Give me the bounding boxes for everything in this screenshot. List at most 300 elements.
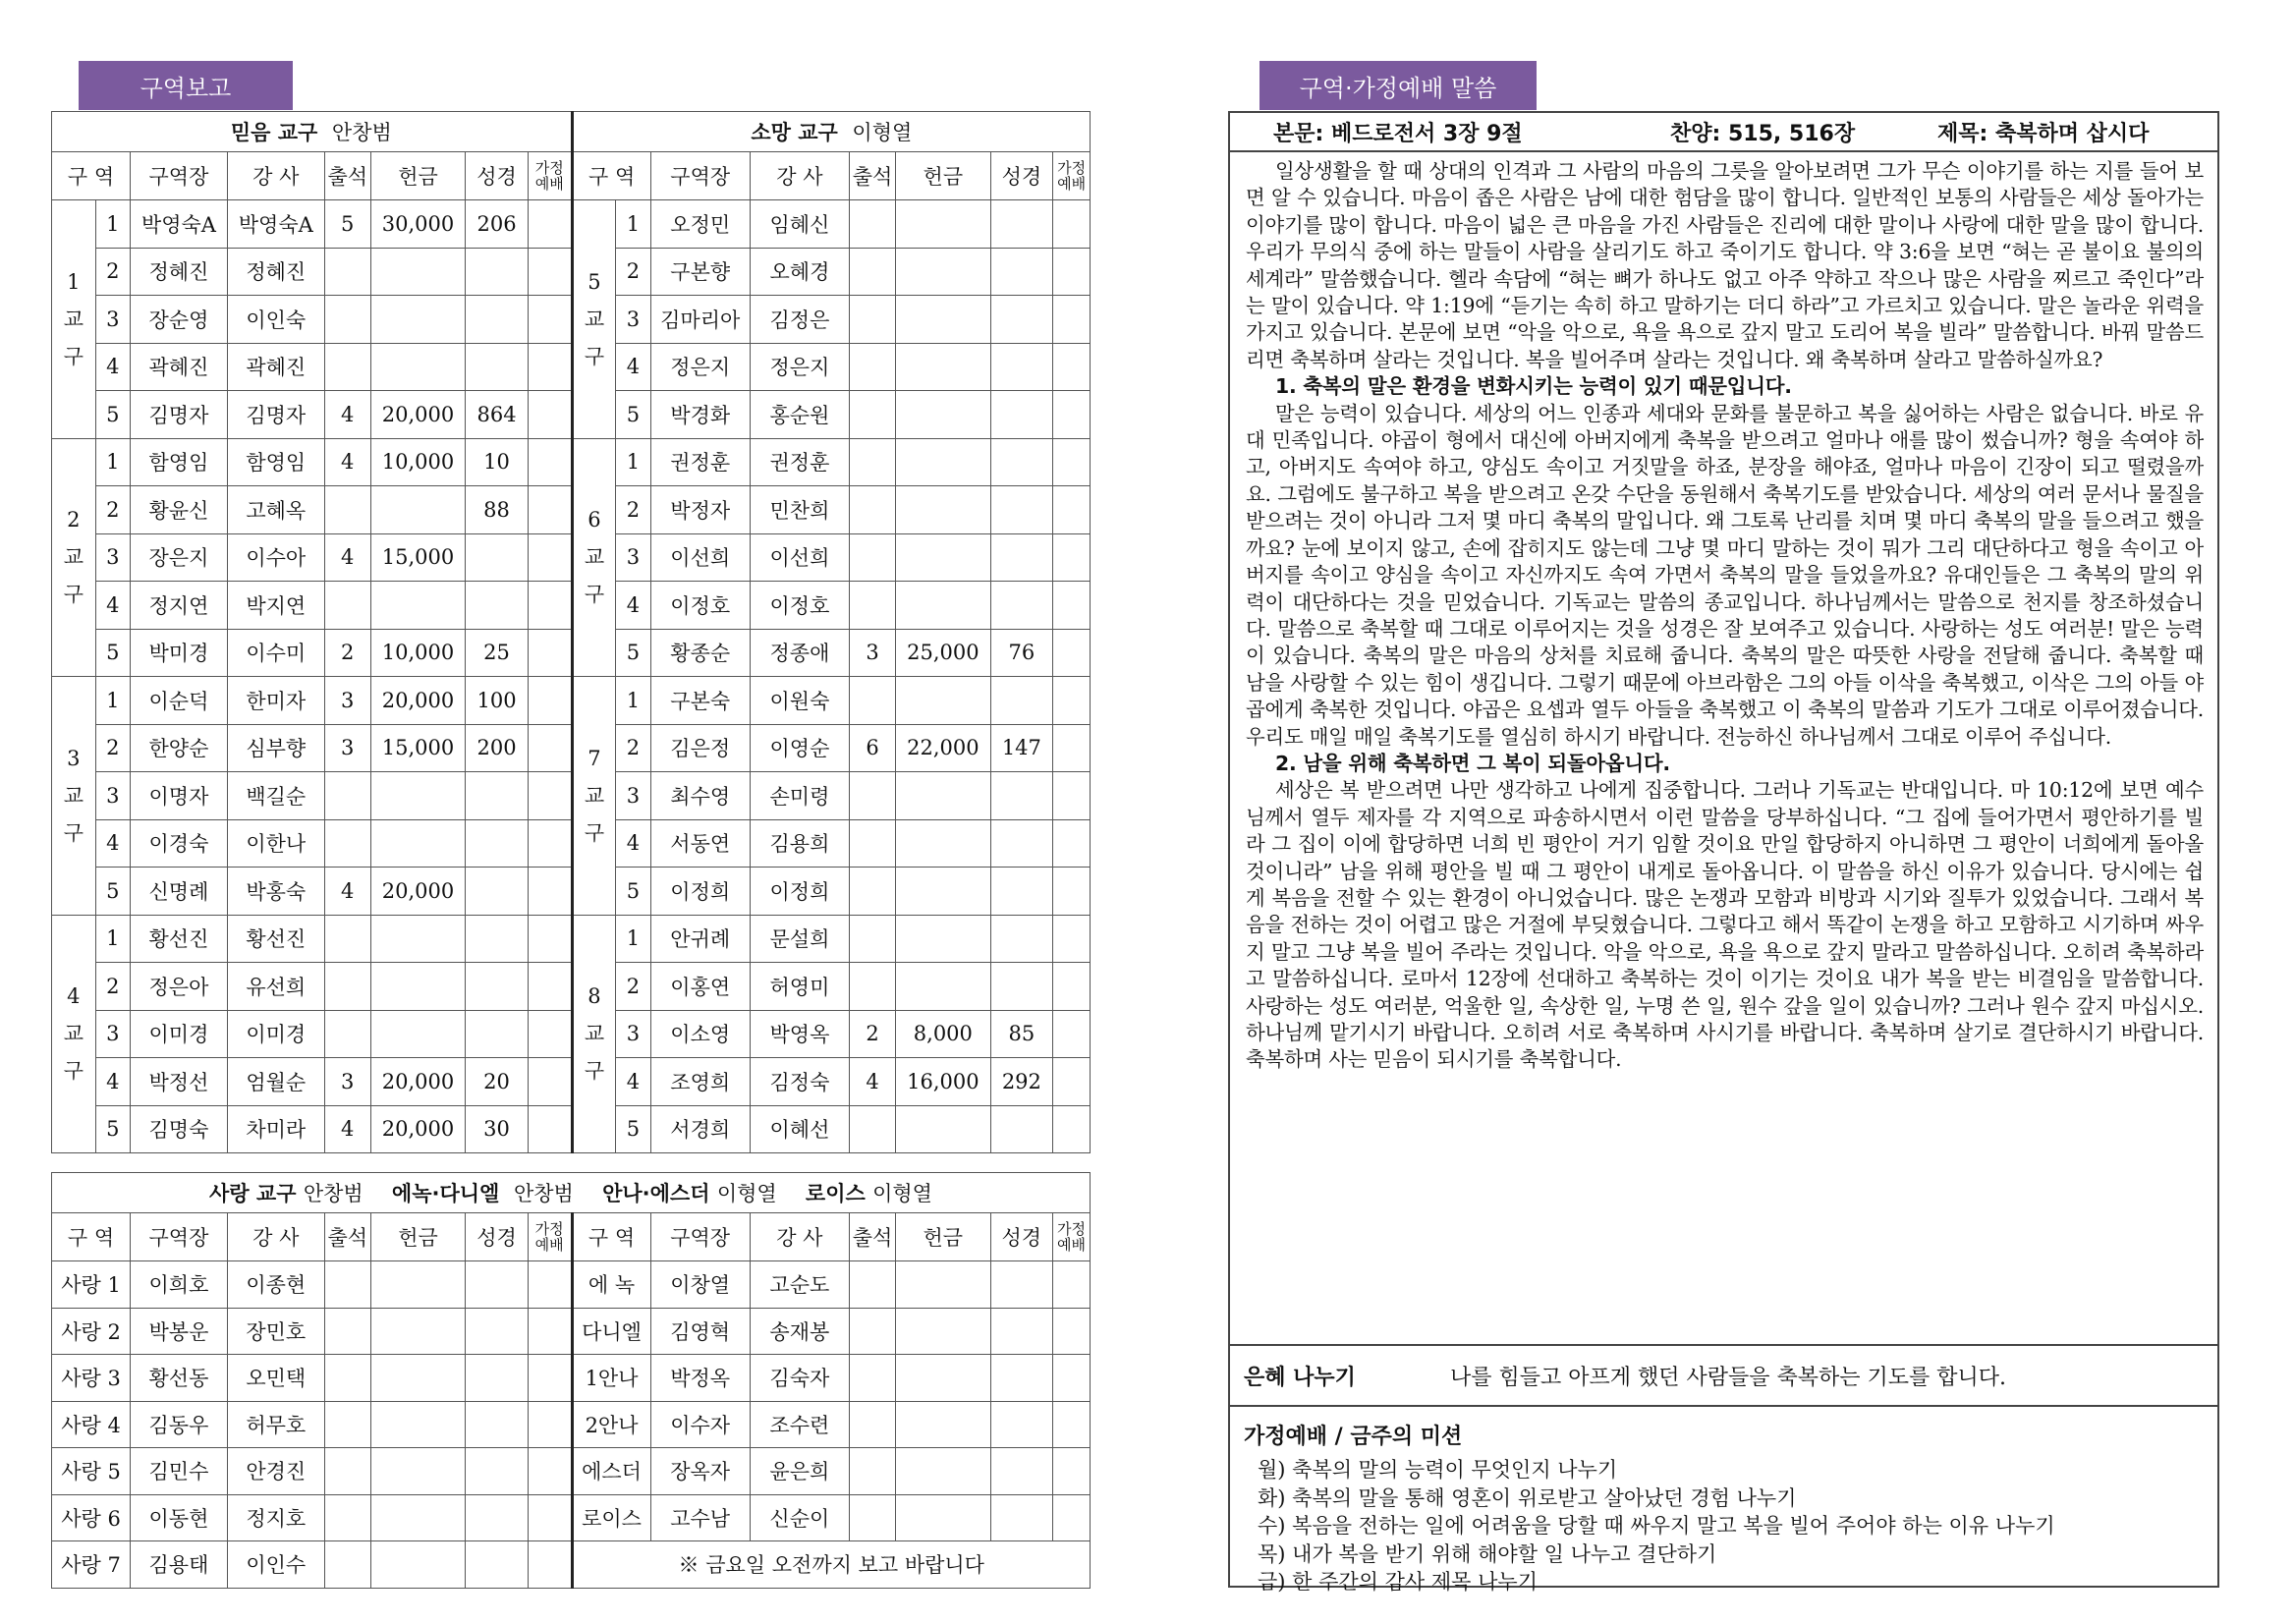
attendance: [850, 200, 896, 249]
scripture-reference: 본문: 베드로전서 3장 9절: [1273, 121, 1523, 146]
family-worship: [1053, 200, 1091, 249]
empty-cell: [466, 1494, 529, 1541]
empty-cell: [1053, 1494, 1091, 1541]
district-label: 사랑 3: [52, 1355, 131, 1402]
row-number: 4: [616, 819, 650, 868]
empty-cell: [370, 1355, 466, 1402]
teacher: 정지호: [227, 1494, 324, 1541]
attendance: 4: [324, 533, 370, 582]
teacher: 이인수: [227, 1541, 324, 1589]
row-number: 1: [616, 200, 650, 249]
district-leader: 박경화: [650, 391, 750, 439]
district-label: 1안나: [572, 1355, 650, 1402]
empty-cell: [896, 1261, 991, 1309]
row-number: 1: [95, 438, 130, 486]
family-worship: [1053, 1058, 1091, 1106]
bible-reading: 85: [990, 1010, 1053, 1058]
offering: [370, 248, 466, 296]
attendance: 6: [850, 724, 896, 772]
offering: [896, 772, 991, 820]
district-leader: 이미경: [131, 1010, 228, 1058]
offering: [896, 819, 991, 868]
teacher: 허영미: [750, 963, 849, 1011]
teacher: 백길순: [227, 772, 324, 820]
bible-reading: 30: [466, 1105, 529, 1153]
family-worship: [528, 1010, 572, 1058]
teacher: 안경진: [227, 1448, 324, 1495]
teacher: 조수련: [750, 1401, 849, 1448]
family-worship: [1053, 819, 1091, 868]
district-label: 1 교 구: [52, 200, 96, 439]
empty-cell: [528, 1401, 572, 1448]
empty-cell: [896, 1448, 991, 1495]
teacher: 민찬희: [750, 486, 849, 534]
table-row: [52, 486, 1091, 534]
table-row: [52, 1401, 1091, 1448]
offering: 20,000: [370, 868, 466, 916]
row-number: 1: [95, 200, 130, 249]
family-worship: [1053, 343, 1091, 391]
district-leader: 신명례: [131, 868, 228, 916]
teacher: 이한나: [227, 819, 324, 868]
table-row: [52, 248, 1091, 296]
bible-reading: [990, 819, 1053, 868]
offering: [370, 963, 466, 1011]
district-leader: 구본숙: [650, 677, 750, 725]
empty-cell: [1053, 1448, 1091, 1495]
empty-cell: [528, 1261, 572, 1309]
bible-reading: [990, 1105, 1053, 1153]
row-number: 2: [95, 486, 130, 534]
district-leader: 곽혜진: [131, 343, 228, 391]
row-number: 5: [616, 1105, 650, 1153]
district-leader: 장순영: [131, 296, 228, 344]
row-number: 5: [95, 629, 130, 677]
table-row: [52, 1105, 1091, 1153]
offering: 8,000: [896, 1010, 991, 1058]
offering: [370, 819, 466, 868]
teacher: 박영숙A: [227, 200, 324, 249]
teacher: 이종현: [227, 1261, 324, 1309]
attendance: [850, 819, 896, 868]
district-leader: 김용태: [131, 1541, 228, 1589]
attendance: [850, 486, 896, 534]
offering: 25,000: [896, 629, 991, 677]
teacher: 심부향: [227, 724, 324, 772]
district-leader: 김은정: [650, 724, 750, 772]
family-worship: [1053, 772, 1091, 820]
attendance: [850, 533, 896, 582]
family-worship: [1053, 915, 1091, 963]
empty-cell: [370, 1541, 466, 1589]
table-row: [52, 629, 1091, 677]
bible-reading: [990, 677, 1053, 725]
mission-item: 월) 축복의 말의 능력이 무엇인지 나누기: [1258, 1458, 1618, 1482]
district-leader: 이수자: [650, 1401, 750, 1448]
bible-reading: [466, 772, 529, 820]
sermon-body: [1246, 158, 2204, 1298]
offering: [896, 915, 991, 963]
teacher: 김정은: [750, 296, 849, 344]
district-leader: 이정희: [650, 868, 750, 916]
attendance: [850, 391, 896, 439]
offering: [896, 391, 991, 439]
district-label: 사랑 5: [52, 1448, 131, 1495]
teacher: 김숙자: [750, 1355, 849, 1402]
row-number: 3: [95, 533, 130, 582]
offering: 10,000: [370, 629, 466, 677]
bible-reading: [990, 248, 1053, 296]
row-number: 3: [616, 772, 650, 820]
district-label: 에 녹: [572, 1261, 650, 1309]
empty-cell: [466, 1541, 529, 1589]
bible-reading: [466, 533, 529, 582]
teacher: 오혜경: [750, 248, 849, 296]
empty-cell: [1053, 1355, 1091, 1402]
district-leader: 장옥자: [650, 1448, 750, 1495]
empty-cell: [466, 1401, 529, 1448]
bible-reading: 206: [466, 200, 529, 249]
table-row: [52, 200, 1091, 249]
sermon-paragraph-1: 말은 능력이 있습니다. 세상의 어느 인종과 세대와 문화를 불문하고 복을 싫어하는 사람은 없습니다. 바로 유대 민족입니다. 야곱이 형에서 대신에 아버지에게 축복을 받으려고 얼마나 애를 많이 썼습니까? 형을 속여야 하고, 아버지도 속여야 하고, 양심도 속이고 거짓말을 하죠, 분장을 해야죠, 얼마나 마음이 긴장이 되고 떨렸을까요. 그럼에도 불구하고 복을 받으려고 온갖 수단을 동원해서 축복기도를 받았습니다. 세상의 여러 문서나 물질을 받으려는 것이 아니라 그저 몇 마디 축복의 말입니다. 왜 그토록 난리를 치며 몇 마디 축복의 말을 들으려고 했을까요? 눈에 보이지 않고, 손에 잡히지도 않는데 그냥 몇 마디 말하는 것이 뭐가 그리 대단하다고 형을 속이고 아버지를 속이고 양심을 속이고 자신까지도 속여 가면서 축복의 말을 들었을까요? 유대인들은 그 축복의 말의 위력이 대단하다는 것을 믿었습니다. 기독교는 말씀의 종교입니다. 하나님께서는 말씀으로 천지를 창조하셨습니다. 말씀으로 축복할 때 그대로 이루어지는 것을 성경은 잘 보여주고 있습니다. 사랑하는 성도 여러분! 말은 능력이 있습니다. 축복의 말은 마음의 상처를 치료해 줍니다. 축복의 말은 따뜻한 사랑을 전달해 줍니다. 축복할 때 남을 사랑할 수 있는 힘이 생깁니다. 그렇기 때문에 아브라함은 그의 아들 이삭을 축복했고, 이삭은 그의 아들 야곱에게 축복한 것입니다. 야곱은 요셉과 열두 아들을 축복했고 이 축복의 말씀과 기도가 그대로 이루어졌습니다. 우리도 매일 매일 축복기도를 열심히 하시기 바랍니다. 전능하신 하나님께서 그대로 이루어 주십니다.: [1246, 401, 2204, 749]
teacher: 한미자: [227, 677, 324, 725]
attendance: [324, 772, 370, 820]
empty-cell: [990, 1494, 1053, 1541]
sermon-title: 제목: 축복하며 삽시다: [1937, 121, 2150, 146]
row-number: 2: [616, 248, 650, 296]
bible-reading: [990, 438, 1053, 486]
offering: [896, 248, 991, 296]
family-worship: [1053, 868, 1091, 916]
family-worship: [1053, 248, 1091, 296]
teacher: 박영옥: [750, 1010, 849, 1058]
row-number: 3: [616, 533, 650, 582]
offering: [370, 486, 466, 534]
bible-reading: [990, 963, 1053, 1011]
attendance: [850, 677, 896, 725]
attendance: 4: [324, 1105, 370, 1153]
table-row: [52, 772, 1091, 820]
family-worship: [528, 296, 572, 344]
attendance: [850, 915, 896, 963]
bible-reading: [990, 772, 1053, 820]
bible-reading: [990, 868, 1053, 916]
row-number: 5: [95, 868, 130, 916]
offering: [896, 438, 991, 486]
empty-cell: [528, 1308, 572, 1355]
empty-cell: [324, 1355, 370, 1402]
district-leader: 이명자: [131, 772, 228, 820]
family-worship: [528, 963, 572, 1011]
table-row: [52, 1308, 1091, 1355]
offering: [896, 200, 991, 249]
bible-reading: [990, 486, 1053, 534]
empty-cell: [324, 1448, 370, 1495]
bible-reading: 100: [466, 677, 529, 725]
table-row: [52, 1494, 1091, 1541]
district-leader: 김명자: [131, 391, 228, 439]
row-number: 2: [616, 724, 650, 772]
offering: [896, 677, 991, 725]
empty-cell: [849, 1355, 895, 1402]
bible-reading: [466, 248, 529, 296]
section-tab-report: 구역보고: [79, 61, 293, 110]
empty-cell: [849, 1308, 895, 1355]
teacher: 박지연: [227, 582, 324, 630]
empty-cell: [370, 1494, 466, 1541]
bible-reading: [990, 391, 1053, 439]
row-number: 4: [616, 1058, 650, 1106]
teacher: 정혜진: [227, 248, 324, 296]
family-worship: [528, 724, 572, 772]
attendance: [324, 296, 370, 344]
offering: 20,000: [370, 1058, 466, 1106]
mission-item: 수) 복음을 전하는 일에 어려움을 당할 때 싸우지 말고 복을 빌어 주어야 하는 이유 나누기: [1258, 1514, 2055, 1538]
district-leader: 김명숙: [131, 1105, 228, 1153]
attendance: [324, 248, 370, 296]
teacher: 이수아: [227, 533, 324, 582]
bible-reading: [466, 296, 529, 344]
district-label: 사랑 4: [52, 1401, 131, 1448]
attendance: [324, 819, 370, 868]
empty-cell: [528, 1541, 572, 1589]
empty-cell: [849, 1401, 895, 1448]
district-label: 사랑 6: [52, 1494, 131, 1541]
table-row: [52, 819, 1091, 868]
table-row: [52, 1448, 1091, 1495]
empty-cell: [990, 1308, 1053, 1355]
district-label: 3 교 구: [52, 677, 96, 916]
empty-cell: [896, 1355, 991, 1402]
offering: [896, 963, 991, 1011]
district-leader: 황선동: [131, 1355, 228, 1402]
empty-cell: [1053, 1261, 1091, 1309]
district-leader: 황선진: [131, 915, 228, 963]
district-leader: 오정민: [650, 200, 750, 249]
row-number: 5: [95, 1105, 130, 1153]
teacher: 권정훈: [750, 438, 849, 486]
empty-cell: [1053, 1401, 1091, 1448]
bible-reading: [990, 343, 1053, 391]
family-worship: [528, 1058, 572, 1106]
offering: [896, 486, 991, 534]
family-worship: [1053, 438, 1091, 486]
family-worship: [1053, 1010, 1091, 1058]
bible-reading: [466, 1010, 529, 1058]
attendance: 4: [324, 391, 370, 439]
offering: [896, 868, 991, 916]
table-row: [52, 438, 1091, 486]
table-row: [52, 1261, 1091, 1309]
row-number: 2: [616, 963, 650, 1011]
bible-reading: 10: [466, 438, 529, 486]
family-worship: [528, 629, 572, 677]
attendance: [324, 582, 370, 630]
row-number: 4: [95, 582, 130, 630]
row-number: 5: [616, 391, 650, 439]
district-leader: 박영숙A: [131, 200, 228, 249]
attendance: 3: [324, 1058, 370, 1106]
district-leader: 김마리아: [650, 296, 750, 344]
row-number: 3: [616, 1010, 650, 1058]
offering: [370, 343, 466, 391]
family-worship: [528, 533, 572, 582]
district-leader: 황윤신: [131, 486, 228, 534]
family-worship: [1053, 724, 1091, 772]
attendance: [850, 1105, 896, 1153]
table-row: [52, 724, 1091, 772]
district-label: 6 교 구: [572, 438, 616, 677]
family-worship: [528, 915, 572, 963]
district-leader: 김동우: [131, 1401, 228, 1448]
table-row: [52, 343, 1091, 391]
district-label: 에스더: [572, 1448, 650, 1495]
bible-reading: [990, 915, 1053, 963]
family-worship: [528, 582, 572, 630]
district-leader: 정은지: [650, 343, 750, 391]
empty-cell: [896, 1308, 991, 1355]
empty-cell: [324, 1494, 370, 1541]
bible-reading: 25: [466, 629, 529, 677]
offering: [896, 343, 991, 391]
empty-cell: [990, 1261, 1053, 1309]
district-leader: 조영희: [650, 1058, 750, 1106]
attendance: [850, 582, 896, 630]
district-leader: 구본향: [650, 248, 750, 296]
row-number: 4: [616, 343, 650, 391]
row-number: 4: [616, 582, 650, 630]
family-worship: [1053, 1105, 1091, 1153]
teacher: 이미경: [227, 1010, 324, 1058]
teacher: 김명자: [227, 391, 324, 439]
teacher: 이영순: [750, 724, 849, 772]
empty-cell: [324, 1401, 370, 1448]
district-label: 8 교 구: [572, 915, 616, 1153]
teacher: 이원숙: [750, 677, 849, 725]
empty-cell: [324, 1261, 370, 1309]
attendance: [850, 963, 896, 1011]
row-number: 5: [95, 391, 130, 439]
hymn-numbers: 찬양: 515, 516장: [1670, 121, 1856, 146]
district-label: 사랑 1: [52, 1261, 131, 1309]
district-leader: 한양순: [131, 724, 228, 772]
empty-cell: [528, 1355, 572, 1402]
attendance: [850, 772, 896, 820]
row-number: 2: [95, 248, 130, 296]
offering: [370, 296, 466, 344]
district-leader: 이홍연: [650, 963, 750, 1011]
district-leader: 박봉운: [131, 1308, 228, 1355]
row-number: 4: [95, 343, 130, 391]
table-row: [52, 296, 1091, 344]
district-label: 2 교 구: [52, 438, 96, 677]
empty-cell: [324, 1308, 370, 1355]
row-number: 3: [95, 772, 130, 820]
empty-cell: [990, 1448, 1053, 1495]
row-number: 2: [616, 486, 650, 534]
teacher: 유선희: [227, 963, 324, 1011]
row-number: 1: [616, 677, 650, 725]
offering: 20,000: [370, 677, 466, 725]
teacher: 오민택: [227, 1355, 324, 1402]
bible-reading: [466, 868, 529, 916]
district-label: 7 교 구: [572, 677, 616, 916]
row-number: 1: [95, 915, 130, 963]
table-row: [52, 1541, 1091, 1589]
offering: 15,000: [370, 724, 466, 772]
family-worship: [528, 438, 572, 486]
empty-cell: [528, 1448, 572, 1495]
row-number: 1: [95, 677, 130, 725]
district-leader: 서경희: [650, 1105, 750, 1153]
empty-cell: [528, 1494, 572, 1541]
teacher: 송재봉: [750, 1308, 849, 1355]
family-worship: [1053, 296, 1091, 344]
bible-reading: [990, 533, 1053, 582]
teacher: 이수미: [227, 629, 324, 677]
mission-title: 가정예배 / 금주의 미션: [1244, 1425, 1463, 1449]
district-label: 다니엘: [572, 1308, 650, 1355]
family-worship: [528, 343, 572, 391]
teacher: 정은지: [750, 343, 849, 391]
teacher: 고혜옥: [227, 486, 324, 534]
teacher: 이선희: [750, 533, 849, 582]
empty-cell: [990, 1401, 1053, 1448]
family-worship: [1053, 582, 1091, 630]
teacher: 김용희: [750, 819, 849, 868]
bible-reading: [466, 819, 529, 868]
teacher: 박홍숙: [227, 868, 324, 916]
offering: 15,000: [370, 533, 466, 582]
attendance: 3: [850, 629, 896, 677]
district-leader: 박정옥: [650, 1355, 750, 1402]
bible-reading: [466, 582, 529, 630]
sermon-intro: 일상생활을 할 때 상대의 인격과 그 사람의 마음의 그릇을 알아보려면 그가 무슨 이야기를 하는 지를 들어 보면 알 수 있습니다. 마음이 좁은 사람은 남에 대한 험담을 많이 합니다. 일반적인 보통의 사람들은 세상 돌아가는 이야기를 많이 합니다. 마음이 넓은 큰 마음을 가진 사람들은 진리에 대한 말이나 사랑에 대한 말을 많이 합니다. 우리가 무의식 중에 하는 말들이 사람을 살리기도 하고 죽이기도 합니다. 약 3:6을 보면 “혀는 곧 불이요 불의의 세계라” 말씀했습니다. 헬라 속담에 “혀는 뼈가 하나도 없고 아주 약하고 작으나 많은 사람을 찌르고 죽인다”라는 말이 있습니다. 약 1:19에 “듣기는 속히 하고 말하기는 더디 하라”고 가르치고 있습니다. 말은 놀라운 위력을 가지고 있습니다. 본문에 보면 “악을 악으로, 욕을 욕으로 갚지 말고 도리어 복을 빌라” 말씀합니다. 바꿔 말씀드리면 축복하며 살라는 것입니다. 복을 빌어주며 살라는 것입니다. 왜 축복하며 살라고 말씀하실까요?: [1246, 159, 2204, 371]
empty-cell: [466, 1448, 529, 1495]
district-leader: 서동연: [650, 819, 750, 868]
district-label: 사랑 7: [52, 1541, 131, 1589]
row-number: 3: [95, 1010, 130, 1058]
table-row: [52, 1058, 1091, 1106]
district-leader: 권정훈: [650, 438, 750, 486]
district-leader: 정혜진: [131, 248, 228, 296]
report-notice: ※ 금요일 오전까지 보고 바랍니다: [572, 1541, 1090, 1589]
district-leader: 안귀례: [650, 915, 750, 963]
district-leader: 박정자: [650, 486, 750, 534]
table-row: [52, 1355, 1091, 1402]
attendance: [324, 963, 370, 1011]
district-leader: 이순덕: [131, 677, 228, 725]
sermon-header: [1230, 113, 2217, 152]
family-worship: [528, 248, 572, 296]
empty-cell: [990, 1355, 1053, 1402]
sermon-point-2: 2. 남을 위해 축복하면 그 복이 되돌아옵니다.: [1275, 751, 1670, 775]
row-number: 1: [616, 438, 650, 486]
row-number: 3: [95, 296, 130, 344]
family-worship: [1053, 486, 1091, 534]
section-tab-sermon: 구역·가정예배 말씀: [1259, 61, 1537, 110]
bible-reading: 88: [466, 486, 529, 534]
teacher: 곽혜진: [227, 343, 324, 391]
teacher: 김정숙: [750, 1058, 849, 1106]
district-leader: 이경숙: [131, 819, 228, 868]
sermon-point-1: 1. 축복의 말은 환경을 변화시키는 능력이 있기 때문입니다.: [1275, 374, 1792, 399]
district-leader: 이소영: [650, 1010, 750, 1058]
teacher: 신순이: [750, 1494, 849, 1541]
district-leader: 이선희: [650, 533, 750, 582]
empty-cell: [849, 1494, 895, 1541]
row-number: 4: [95, 1058, 130, 1106]
